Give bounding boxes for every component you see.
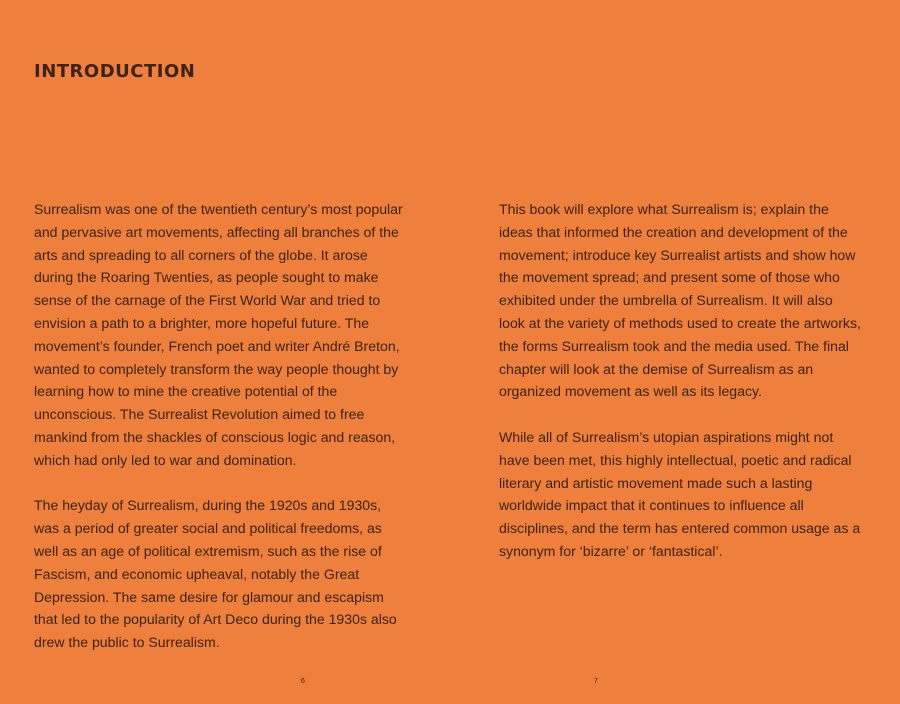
paragraph: The heyday of Surrealism, during the 1920s and 1930s, was a period of greater social and political freedoms, as well as an age of political extremism, such as the rise of Fascism, and economic upheaval, notably the Great Depression. The same desire for glamour and escapism that led to the popularity of Art Deco during the 1930s also drew the public to Surrealism.: [34, 497, 397, 651]
page-number-left: 6: [301, 678, 305, 685]
paragraph: This book will explore what Surrealism is; explain the ideas that informed the creation and development of the movement; introduce key Surrealist artists and show how the movement spread; and present some of those who exhibited under the umbrella of Surrealism. It will also look at the variety of methods used to create the artworks, the forms Surrealism took and the media used. The final chapter will look at the demise of Surrealism as an organized movement as well as its legacy.: [499, 201, 861, 400]
left-column: [34, 198, 406, 677]
right-column: [499, 198, 861, 586]
paragraph: Surrealism was one of the twentieth century’s most popular and pervasive art movements, affecting all branches of the arts and spreading to all corners of the globe. It arose during the Roaring Twenties, as people sought to make sense of the carnage of the First World War and tried to envision a path to a brighter, more hopeful future. The movement’s founder, French poet and writer André Breton, wanted to completely transform the way people thought by learning how to mine the creative potential of the unconscious. The Surrealist Revolution aimed to free mankind from the shackles of conscious logic and reason, which had only led to war and domination.: [34, 201, 403, 468]
paragraph: While all of Surrealism’s utopian aspirations might not have been met, this highly intellectual, poetic and radical literary and artistic movement made such a lasting worldwide impact that it continues to influence all disciplines, and the term has entered common usage as a synonym for ‘bizarre’ or ‘fantastical’.: [499, 428, 861, 559]
page-title: INTRODUCTION: [34, 61, 196, 82]
page-number-right: 7: [594, 678, 598, 685]
